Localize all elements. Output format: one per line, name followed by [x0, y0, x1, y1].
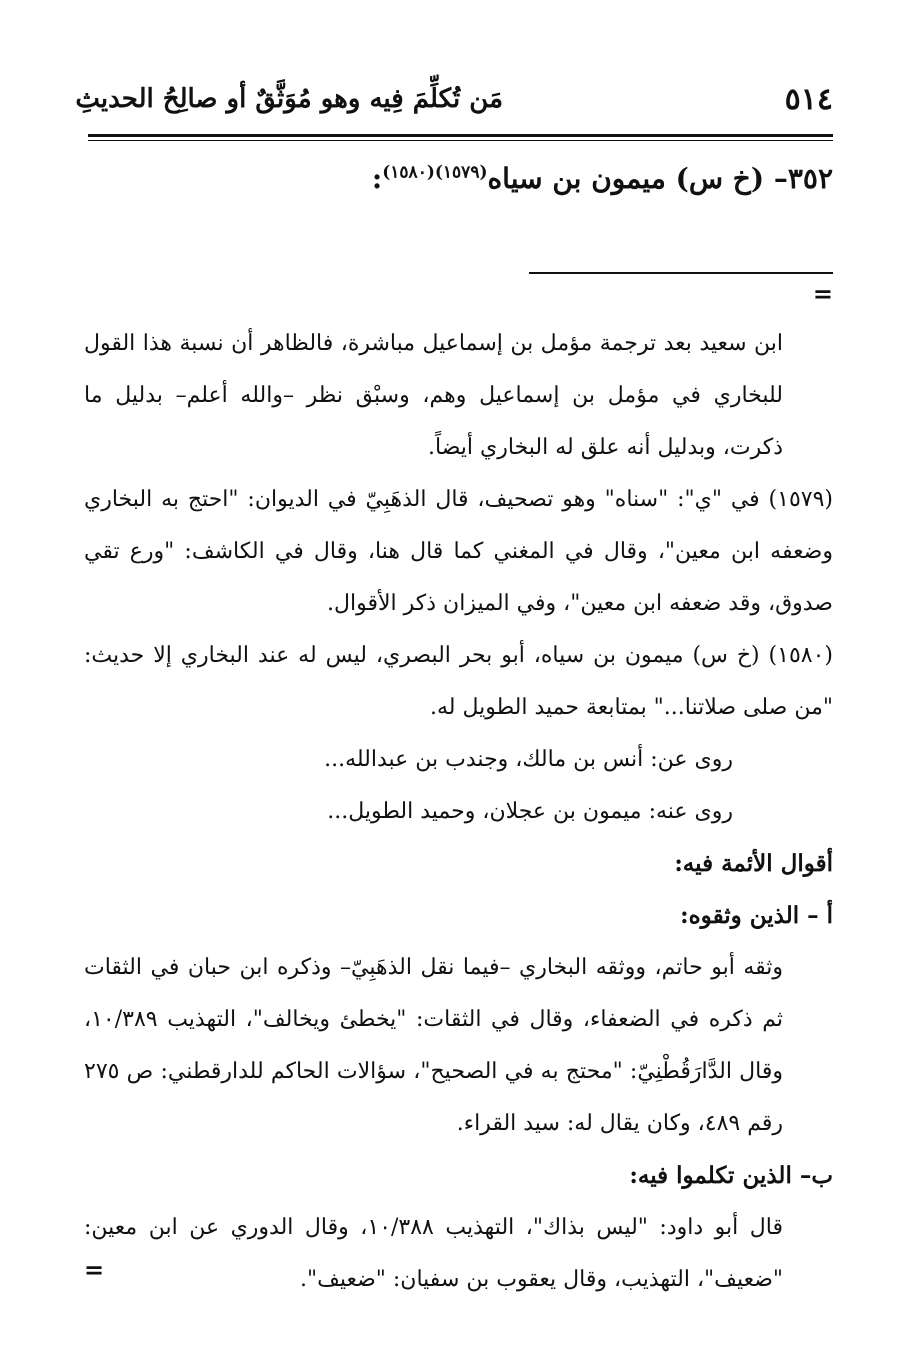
trusted-text: وثقه أبو حاتم، ووثقه البخاري –فيما نقل الذهَبِيّ– وذكره ابن حبان في الثقات ثم ذكره في الضعفاء، وقال في الثقات: "يخطئ ويخالف"، التهذيب ١٠/٣٨٩، وقال الدَّارَقُطْنِيّ: "محتج به في الصحيح"، سؤالات الحاكم للدارقطني: ص ٢٧٥ رقم ٤٨٩، وكان يقال له: سيد القراء. — [84, 955, 783, 1136]
narrated-by: روى عنه: ميمون بن عجلان، وحميد الطويل... — [327, 799, 733, 824]
footnote-1579: (١٥٧٩) في "ي": "سناه" وهو تصحيف، قال الذهَبِيّ في الديوان: "احتج به البخاري وضعفه ابن معين"، وقال في المغني كما قال هنا، وقال في الكاشف: "ورع تقي صدوق، وقد ضعفه ابن معين"، وفي الميزان ذكر الأقوال. — [84, 487, 833, 616]
header-rule-thick — [88, 134, 833, 137]
critics-text: قال أبو داود: "ليس بذاك"، التهذيب ١٠/٣٨٨، وقال الدوري عن ابن معين: "ضعيف"، التهذيب، وقال يعقوب بن سفيان: "ضعيف". — [84, 1215, 783, 1292]
continuation-mark-top: = — [812, 279, 833, 308]
continued-footnote: ابن سعيد بعد ترجمة مؤمل بن إسماعيل مباشرة، فالظاهر أن نسبة هذا القول للبخاري في مؤمل بن إسماعيل وهم، وسبْق نظر –والله أعلم– بدليل ما ذكرت، وبدليل أنه علق له البخاري أيضاً. — [84, 331, 783, 460]
entry-heading — [372, 162, 833, 195]
entry-title: ٣٥٢– (خ س) ميمون بن سياه — [487, 162, 833, 195]
header-rule-thin — [88, 140, 833, 141]
footnotes-block — [84, 318, 833, 1306]
footnote-1580: (١٥٨٠) (خ س) ميمون بن سياه، أبو بحر البصري، ليس له عند البخاري إلا حديث: "من صلى صلاتنا..." بمتابعة حميد الطويل له. — [84, 643, 833, 720]
trusted-heading: أ – الذين وثقوه: — [680, 902, 833, 929]
page-number: ٥١٤ — [784, 82, 833, 117]
narrated-from: روى عن: أنس بن مالك، وجندب بن عبدالله... — [324, 747, 733, 772]
entry-colon: : — [371, 162, 383, 195]
continuation-mark-bottom: = — [84, 1255, 105, 1284]
footnote-refs: (١٥٧٩)(١٥٨٠) — [382, 162, 488, 183]
critics-heading: ب– الذين تكلموا فيه: — [629, 1162, 833, 1189]
page-header — [75, 82, 833, 126]
footnote-separator — [529, 272, 833, 274]
running-title: مَن تُكلِّمَ فِيه وهو مُوَثَّقٌ أو صالِحُ الحديثِ — [75, 84, 503, 114]
imams-heading: أقوال الأئمة فيه: — [674, 850, 833, 877]
